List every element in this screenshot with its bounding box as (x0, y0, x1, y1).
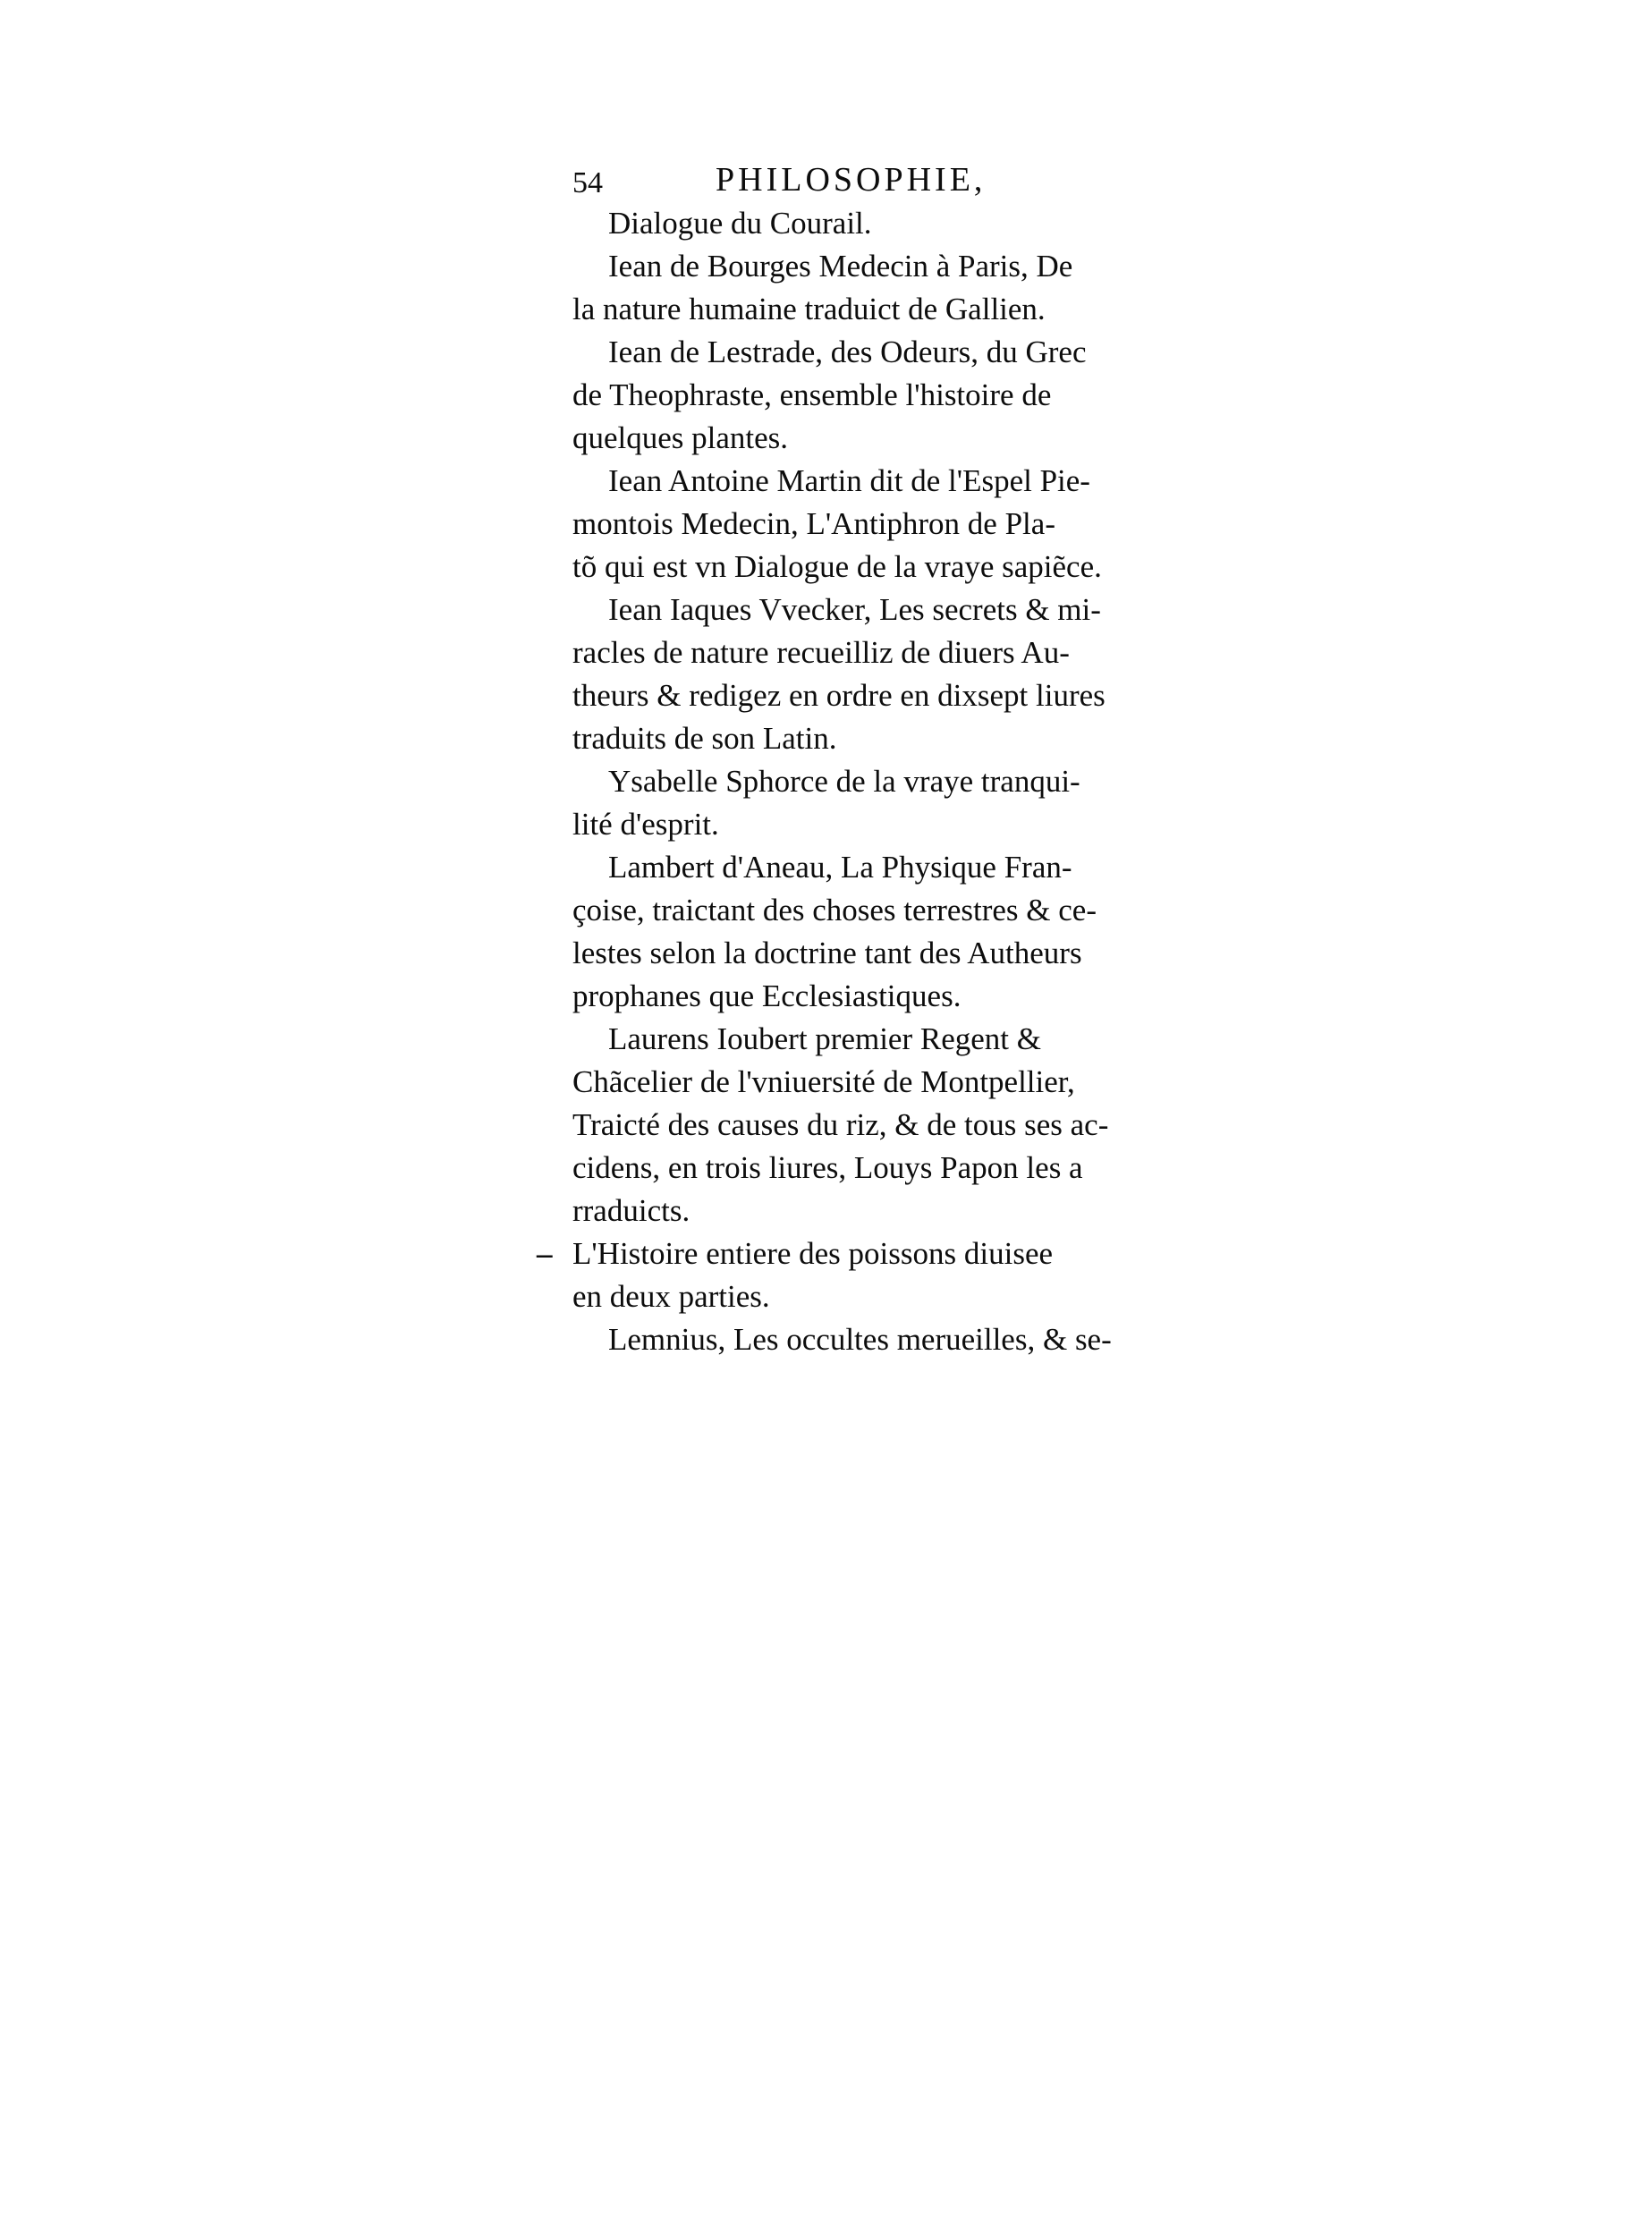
text-line: quelques plantes. (572, 420, 789, 455)
page-header (572, 157, 1145, 202)
text-line: de Theophraste, ensemble l'histoire de (572, 377, 1052, 412)
text-line: racles de nature recueilliz de diuers Au- (572, 635, 1070, 670)
text-line: Ysabelle Sphorce de la vraye tranqui- (608, 764, 1080, 799)
text-line: Iean Antoine Martin dit de l'Espel Pie- (608, 463, 1090, 498)
text-line: Iean Iaques Vvecker, Les secrets & mi- (608, 592, 1101, 627)
text-line: traduits de son Latin. (572, 721, 837, 756)
text-line: cidens, en trois liures, Louys Papon les a (572, 1150, 1083, 1185)
text-line: lité d'esprit. (572, 807, 719, 842)
text-line: Lemnius, Les occultes merueilles, & se- (608, 1322, 1112, 1357)
text-line: Laurens Ioubert premier Regent & (608, 1021, 1041, 1056)
text-line (537, 1232, 1145, 1275)
text-line: lestes selon la doctrine tant des Autheurs (572, 936, 1082, 970)
text-line: la nature humaine traduict de Gallien. (572, 292, 1046, 326)
text-line: prophanes que Ecclesiastiques. (572, 978, 962, 1013)
text-line: Chãcelier de l'vniuersité de Montpellier, (572, 1064, 1075, 1099)
text-line: rraduicts. (572, 1193, 690, 1228)
text-block (537, 157, 1145, 1361)
text-line: tõ qui est vn Dialogue de la vraye sapiẽce. (572, 549, 1102, 584)
page-number: 54 (572, 166, 603, 199)
text-line: Dialogue du Courail. (608, 206, 872, 241)
text-line: Iean de Lestrade, des Odeurs, du Grec (608, 335, 1087, 369)
text-line: Iean de Bourges Medecin à Paris, De (608, 249, 1073, 284)
text-line-content: L'Histoire entiere des poissons diuisee (572, 1236, 1054, 1271)
body-text (537, 202, 1145, 1361)
text-line: theurs & redigez en ordre en dixsept liures (572, 678, 1106, 713)
text-line: Lambert d'Aneau, La Physique Fran- (608, 850, 1072, 885)
text-line: montois Medecin, L'Antiphron de Pla- (572, 506, 1055, 541)
text-line: çoise, traictant des choses terrestres & ce- (572, 893, 1097, 927)
running-head: PHILOSOPHIE, (716, 161, 987, 199)
text-line: Traicté des causes du riz, & de tous ses ac- (572, 1107, 1109, 1142)
margin-dash-mark: – (537, 1236, 553, 1271)
text-line: en deux parties. (572, 1279, 770, 1314)
